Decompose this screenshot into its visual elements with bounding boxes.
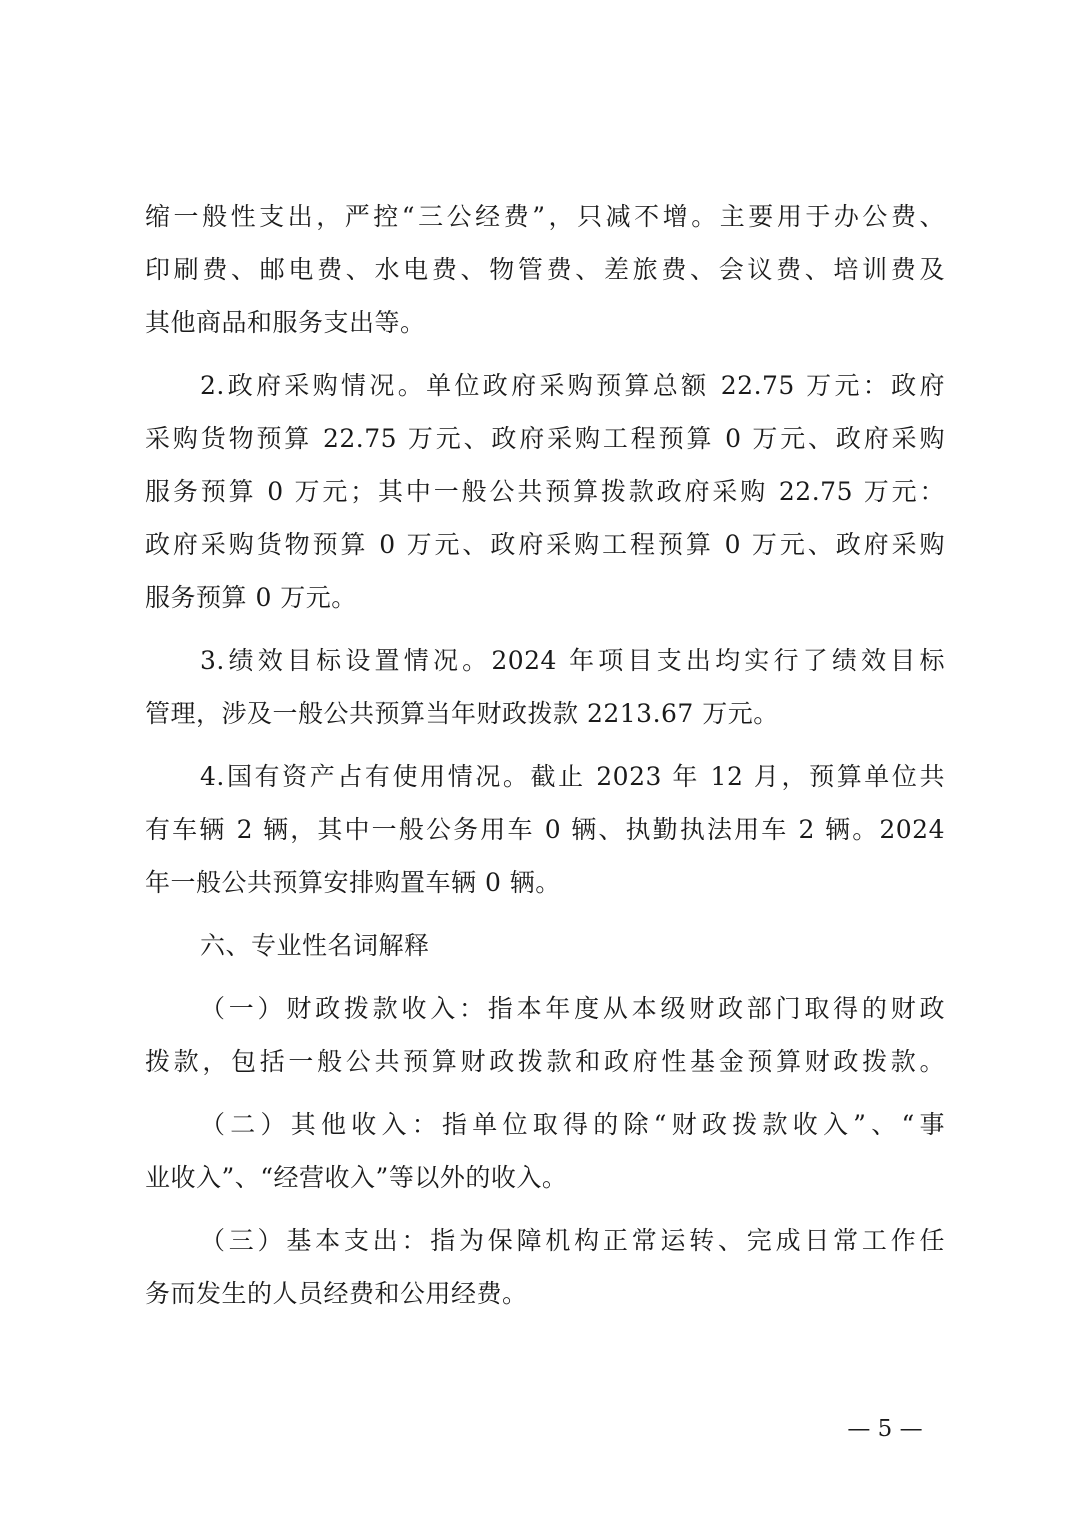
section-heading: 六、专业性名词解释 — [200, 931, 430, 960]
text-line-11: 4.国有资产占有使用情况。截止 2023 年 12 月，预算单位共 — [200, 762, 945, 791]
text-line-5: 采购货物预算 22.75 万元、政府采购工程预算 0 万元、政府采购 — [145, 424, 945, 453]
text-line-2: 印刷费、邮电费、水电费、物管费、差旅费、会议费、培训费及 — [145, 255, 945, 284]
text-line-20: 务而发生的人员经费和公用经费。 — [145, 1279, 528, 1308]
text-line-18: 业收入”、“经营收入”等以外的收入。 — [145, 1163, 568, 1192]
text-line-19: （三）基本支出：指为保障机构正常运转、完成日常工作任 — [200, 1226, 945, 1255]
text-line-10: 管理，涉及一般公共预算当年财政拨款 2213.67 万元。 — [145, 699, 779, 728]
text-line-17: （二）其他收入：指单位取得的除“财政拨款收入”、“事 — [200, 1110, 945, 1139]
page-number: — 5 — — [847, 1416, 923, 1442]
text-line-9: 3.绩效目标设置情况。2024 年项目支出均实行了绩效目标 — [200, 646, 945, 675]
text-line-4: 2.政府采购情况。单位政府采购预算总额 22.75 万元：政府 — [200, 371, 945, 400]
text-line-12: 有车辆 2 辆，其中一般公务用车 0 辆、执勤执法用车 2 辆。2024 — [145, 815, 945, 844]
text-line-13: 年一般公共预算安排购置车辆 0 辆。 — [145, 868, 561, 897]
text-line-6: 服务预算 0 万元；其中一般公共预算拨款政府采购 22.75 万元： — [145, 477, 945, 506]
text-line-3: 其他商品和服务支出等。 — [145, 308, 426, 337]
text-line-1: 缩一般性支出，严控“三公经费”，只减不增。主要用于办公费、 — [145, 202, 945, 231]
text-line-16: 拨款，包括一般公共预算财政拨款和政府性基金预算财政拨款。 — [145, 1047, 945, 1076]
text-line-15: （一）财政拨款收入：指本年度从本级财政部门取得的财政 — [200, 994, 945, 1023]
text-line-7: 政府采购货物预算 0 万元、政府采购工程预算 0 万元、政府采购 — [145, 530, 945, 559]
text-line-8: 服务预算 0 万元。 — [145, 583, 357, 612]
